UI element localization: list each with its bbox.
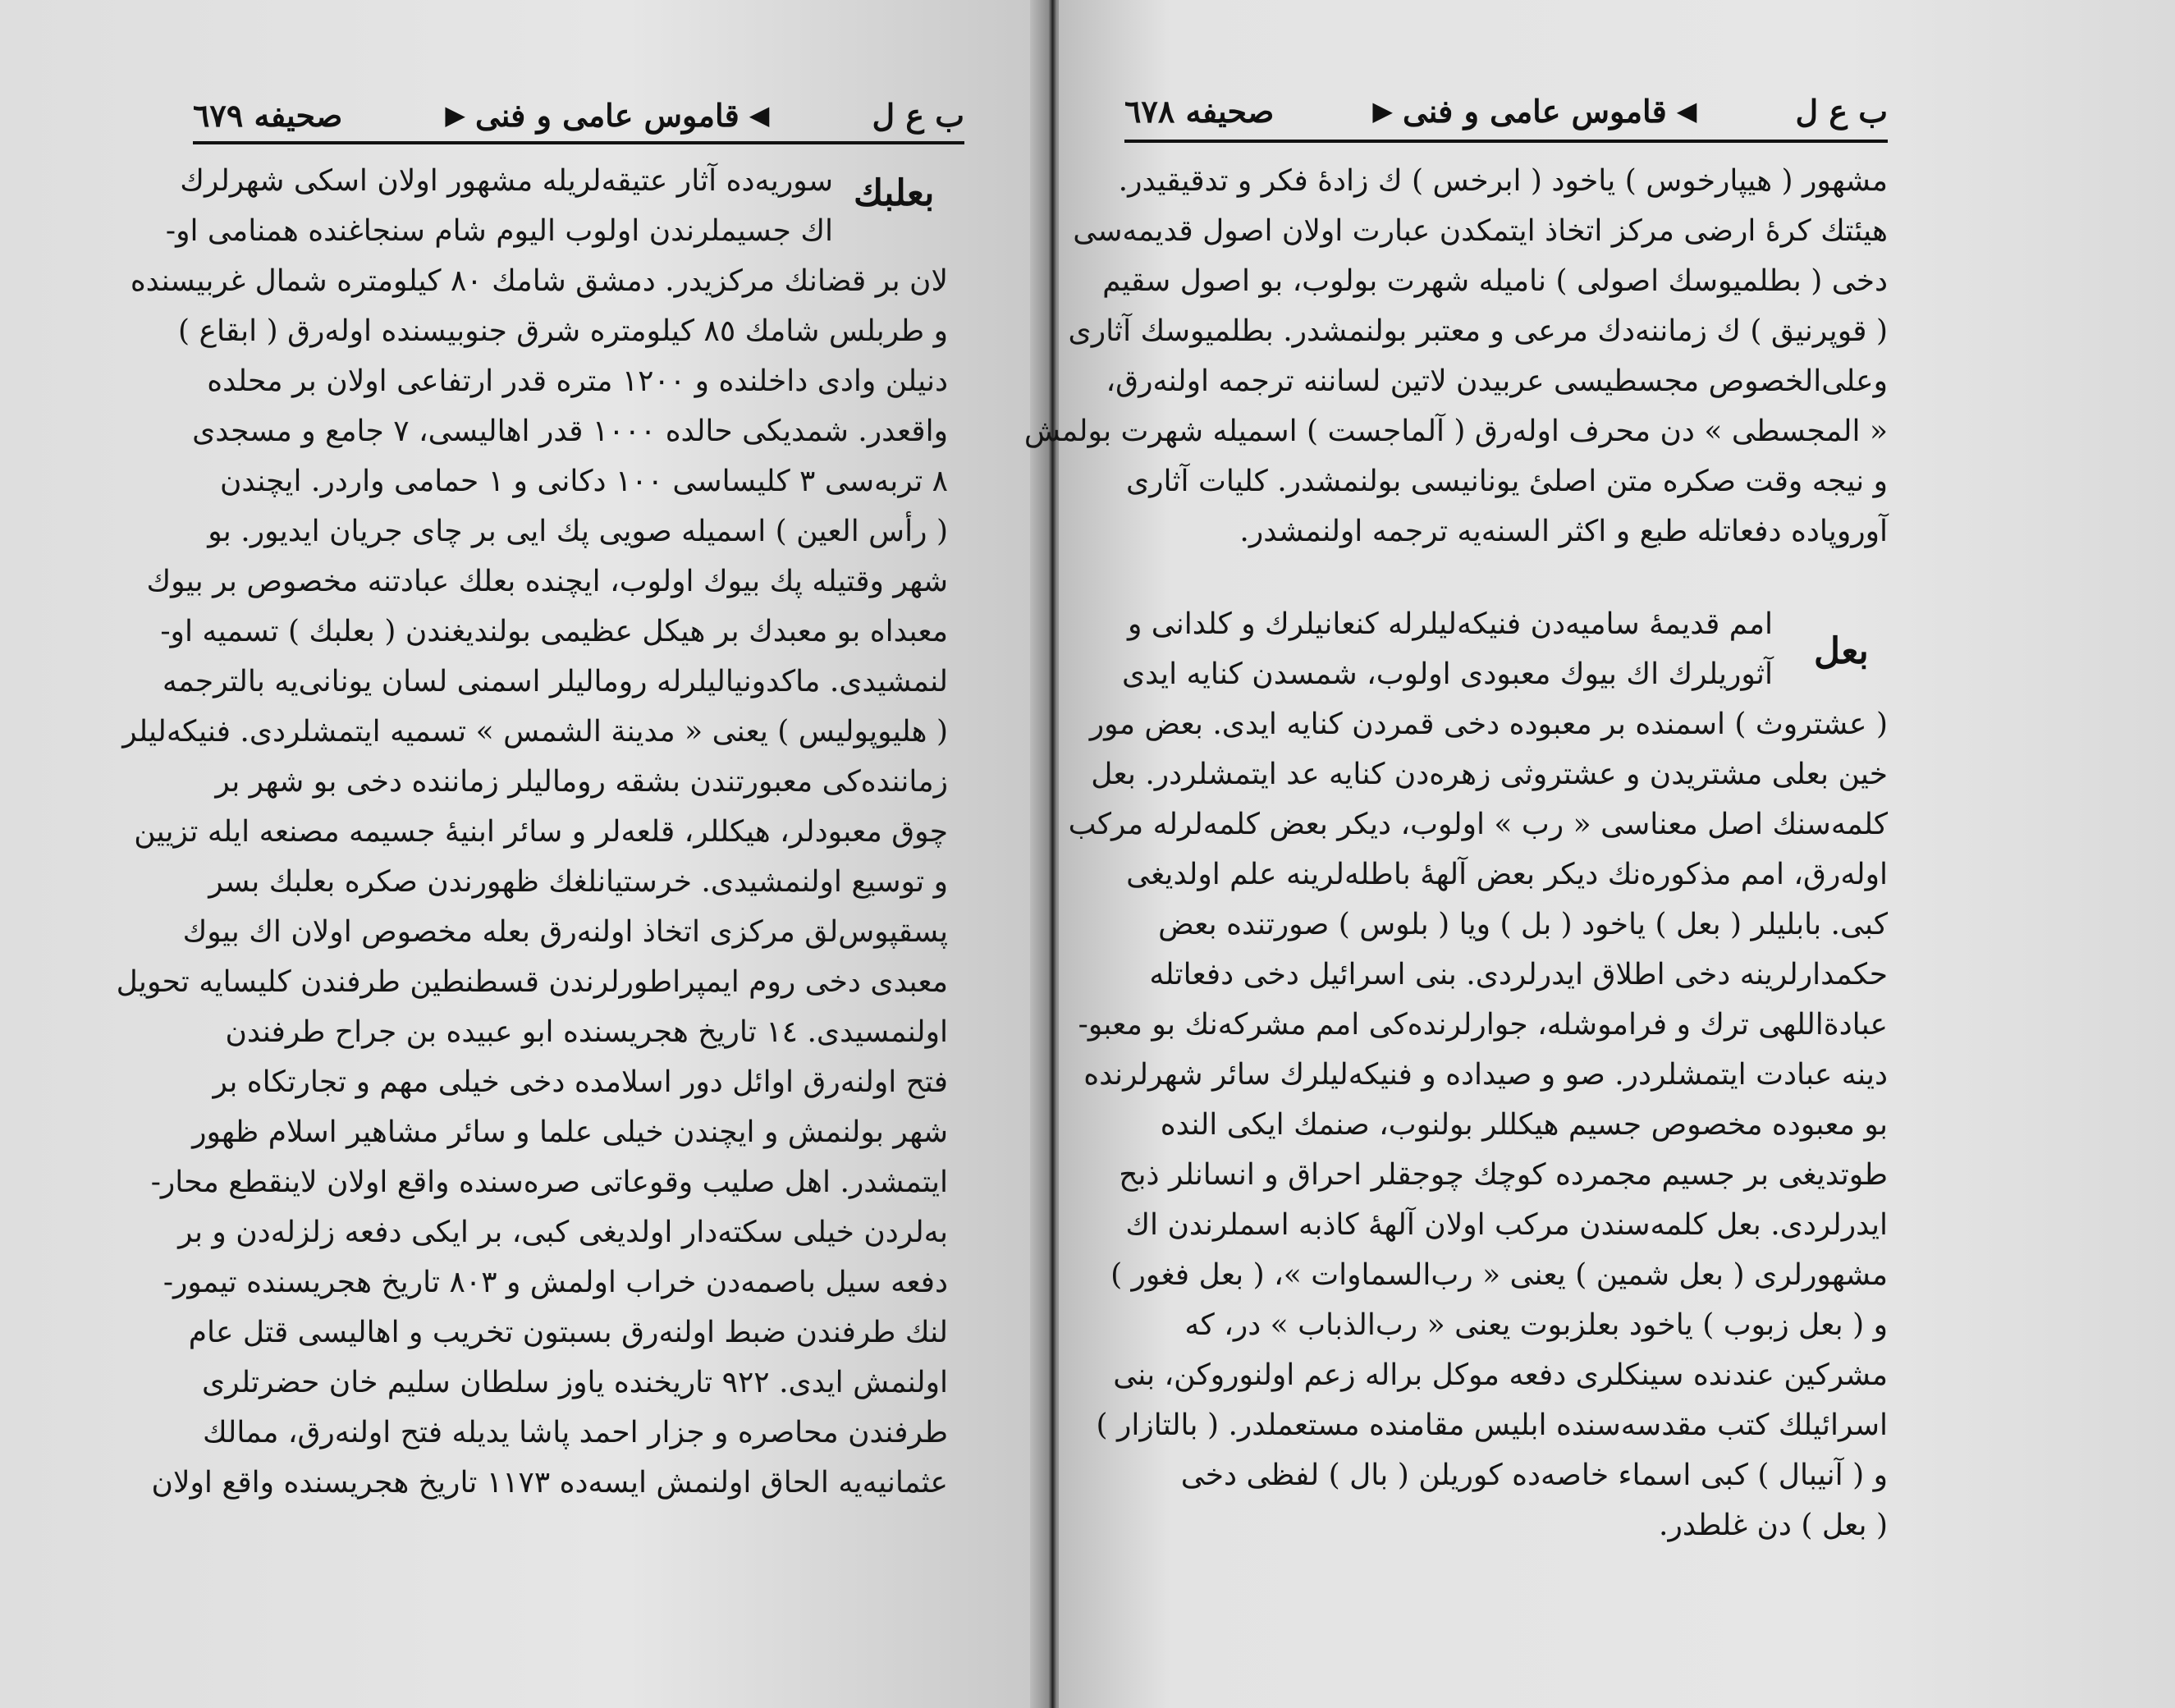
text-line: هیئتك کرهٔ ارضی مرکز اتخاذ ایتمکدن عبارت اولان اصول قدیمه‌سی (1073, 214, 1888, 248)
text-line: فتح اولنه‌رق اوائل دور اسلامده دخی خیلی مهم و تجارتکاه بر (213, 1065, 948, 1099)
continuation-text (1023, 156, 1888, 556)
text-line: دفعه سیل باصمه‌دن خراب اولمش و ٨٠٣ تاریخ هجریسنده تیمور- (163, 1266, 948, 1299)
text-line: حکمدارلرینه دخی اطلاق ایدرلردی. بنی اسرائیل دخی دفعاتله (1149, 958, 1888, 991)
text-line: ٨ تربه‌سی ٣ کلیساسی ١٠٠ دکانی و ١ حمامی واردر. ایچندن (219, 465, 948, 498)
entry-headword: بعل (1814, 630, 1869, 672)
text-line: معبدی دخی روم ایمپراطورلرندن قسطنطین طرفندن کلیسایه تحویل (116, 965, 948, 999)
ornament-icon: ◀ (749, 99, 770, 131)
text-line: بو معبوده مخصوص جسیم هیکللر بولنوب، صنمك ایکی النده (1160, 1108, 1888, 1142)
text-line: کلمه‌سنك اصل معناسی « رب » اولوب، دیکر بعض کلمه‌لرله مرکب (1068, 808, 1888, 841)
text-line: آثوریلرك اك بیوك معبودی اولوب، شمسدن کنایه ایدی (1121, 657, 1773, 691)
text-line: دینه عبادت ایتمشلردر. صو و صیداده و فنیکه‌لیلرك سائر شهرلرنده (1083, 1058, 1888, 1092)
head-letters: ب ع ل (872, 96, 964, 134)
text-line: عثمانیه‌یه الحاق اولنمش ایسه‌ده ١١٧٣ تاریخ هجریسنده واقع اولان (151, 1466, 948, 1500)
text-line: اولنمش ایدی. ٩٢٢ تاریخنده یاوز سلطان سلیم خان حضرتلری (202, 1366, 948, 1399)
text-line: ( قوپرنیق ) ك زماننه‌دك مرعی و معتبر بولنمشدر. بطلمیوسك آثاری (1068, 314, 1888, 348)
text-line: و ( آنیبال ) کبی اسماء خاصه‌ده کوریلن ( بال ) لفظی دخی (1180, 1458, 1888, 1492)
text-line: ( عشتروث ) اسمنده بر معبوده دخی قمردن کنایه ایدی. بعض مور (1089, 707, 1888, 741)
text-line: ( هلیوپولیس ) یعنی « مدینة الشمس » تسمیه ایتمشلردی. فنیکه‌لیلر (122, 715, 948, 749)
text-line: پسقپوس‌لق مرکزی اتخاذ اولنه‌رق بعله مخصوص اولان اك بیوك (182, 915, 948, 949)
text-line: ایتمشدر. اهل صلیب وقوعاتی صره‌سنده واقع اولان لاینقطع محار- (150, 1165, 948, 1199)
dictionary-title: قاموس عامی و فنی (475, 96, 740, 134)
entry-text (116, 156, 948, 1508)
entry-text (1068, 599, 1888, 1550)
entry-headword: بعلبك (854, 172, 935, 214)
left-page (0, 0, 1042, 1708)
text-line: آوروپاده دفعاتله طبع و اکثر السنه‌یه ترجمه اولنمشدر. (1239, 515, 1888, 548)
head-title-group (445, 97, 769, 134)
text-line: خین بعلی مشتریدن و عشتروثی زهره‌دن کنایه عد ایتمشلردر. بعل (1091, 758, 1888, 791)
text-line: کبی. بابلیلر ( بعل ) یاخود ( بل ) ویا ( بلوس ) صورتنده بعض (1158, 908, 1888, 941)
running-head (1124, 82, 1888, 140)
ornament-icon: ▶ (1372, 95, 1394, 126)
text-line: اوله‌رق، امم مذکوره‌نك دیکر بعض آلههٔ باطله‌لرینه علم اولدیغی (1126, 858, 1888, 891)
header-rule (1124, 140, 1888, 143)
text-line: ( رأس العین ) اسمیله صویی پك ایی بر چای جریان ایدیور. بو (208, 515, 948, 548)
text-line: و طربلس شامك ٨٥ کیلومتره شرق جنوبیسنده اوله‌رق ( ابقاع ) (177, 314, 948, 348)
running-head (193, 86, 964, 144)
text-line: لنك طرفندن ضبط اولنه‌رق بسبتون تخریب و اهالیسی قتل عام (188, 1316, 948, 1349)
right-page (1023, 0, 2175, 1708)
text-line: واقعدر. شمدیکی حالده ١٠٠٠ قدر اهالیسی، ٧ جامع و مسجدی (192, 414, 948, 448)
text-line: زماننده‌کی معبورتندن بشقه رومالیلر زماننده دخی بو شهر بر (215, 765, 948, 799)
header-rule (193, 141, 964, 144)
text-line: ایدرلردی. بعل کلمه‌سندن مرکب اولان آلههٔ کاذبه اسملرندن اك (1125, 1208, 1888, 1242)
text-line: معبداه بو معبدك بر هیکل عظیمی بولندیغندن ( بعلبك ) تسمیه او- (160, 615, 948, 648)
page-number: صحیفه ٦٧٨ (1124, 92, 1275, 130)
text-line: مشهور ( هیپارخوس ) یاخود ( ابرخس ) ك زادهٔ فکر و تدقیقیدر. (1118, 164, 1888, 198)
text-line: ( بعل ) دن غلطدر. (1659, 1509, 1888, 1542)
text-line: وعلی‌الخصوص مجسطیسی عربیدن لاتین لساننه ترجمه اولنه‌رق، (1106, 364, 1888, 398)
head-letters: ب ع ل (1795, 92, 1888, 130)
dictionary-title: قاموس عامی و فنی (1403, 92, 1667, 130)
text-line: چوق معبودلر، هیکللر، قلعه‌لر و سائر ابنیهٔ جسیمه مصنعه ایله تزیین (134, 815, 948, 849)
text-line: شهر بولنمش و ایچندن خیلی علما و سائر مشاهیر اسلام ظهور (192, 1115, 948, 1149)
text-line: دخی ( بطلمیوسك اصولی ) نامیله شهرت بولوب، بو اصول سقیم (1102, 264, 1888, 298)
text-line: لنمشیدی. ماکدونیالیلرله رومالیلر اسمنی لسان یونانی‌یه بالترجمه (162, 665, 948, 698)
text-line: شهر وقتیله پك بیوك اولوب، ایچنده بعلك عبادتنه مخصوص بر بیوك (146, 565, 948, 598)
text-line: اولنمسیدی. ١٤ تاریخ هجریسنده ابو عبیده بن جراح طرفندن (225, 1015, 948, 1049)
ornament-icon: ▶ (445, 99, 466, 131)
text-line: عبادةاللهی ترك و فراموشله، جوارلرنده‌کی امم مشرکه‌نك بو معبو- (1078, 1008, 1888, 1042)
text-line: و توسیع اولنمشیدی. خرستیانلغك ظهورندن صکره بعلبك بسر (208, 865, 948, 899)
text-line: مشهورلری ( بعل شمین ) یعنی « رب‌السماوات »، ( بعل فغور ) (1110, 1258, 1888, 1292)
text-line: و نیجه وقت صکره متن اصلیٔ یونانیسی بولنمشدر. کلیات آثاری (1125, 465, 1888, 498)
text-line: لان بر قضانك مرکزیدر. دمشق شامك ٨٠ کیلومتره شمال غربیسنده (130, 264, 948, 298)
head-title-group (1372, 93, 1696, 130)
text-line: و ( بعل زبوب ) یاخود بعلزبوت یعنی « رب‌الذباب » در، که (1184, 1308, 1888, 1342)
text-line: سوریه‌ده آثار عتیقه‌لریله مشهور اولان اسکی شهرلرك (180, 164, 833, 198)
text-line: مشرکین عندنده سینکلری دفعه موکل براله زعم اولنوروکن، بنی (1113, 1358, 1888, 1392)
text-line: به‌لردن خیلی سکته‌دار اولدیغی کبی، بر ایکی دفعه زلزله‌دن و بر (178, 1216, 948, 1249)
text-line: اسرائیلك کتب مقدسه‌سنده ابلیس مقامنده مستعملدر. ( بالتازار ) (1096, 1408, 1888, 1442)
page-number: صحیفه ٦٧٩ (193, 96, 343, 134)
text-line: « المجسطی » دن محرف اوله‌رق ( آلماجست ) اسمیله شهرت بولمش (1023, 414, 1888, 448)
text-line: دنیلن وادی داخلنده و ١٢٠٠ متره قدر ارتفاعی اولان بر محلده (207, 364, 948, 398)
text-line: طرفندن محاصره و جزار احمد پاشا یدیله فتح اولنه‌رق، ممالك (203, 1416, 948, 1449)
text-line: امم قدیمهٔ سامیه‌دن فنیکه‌لیلرله کنعانیلرك و کلدانی و (1127, 607, 1773, 641)
ornament-icon: ◀ (1676, 95, 1697, 126)
text-line: اك جسیملرندن اولوب الیوم شام سنجاغنده همنامی او- (165, 214, 833, 248)
text-line: طوتدیغی بر جسیم مجمرده کوچك چوجقلر احراق و انسانلر ذبح (1119, 1158, 1888, 1192)
